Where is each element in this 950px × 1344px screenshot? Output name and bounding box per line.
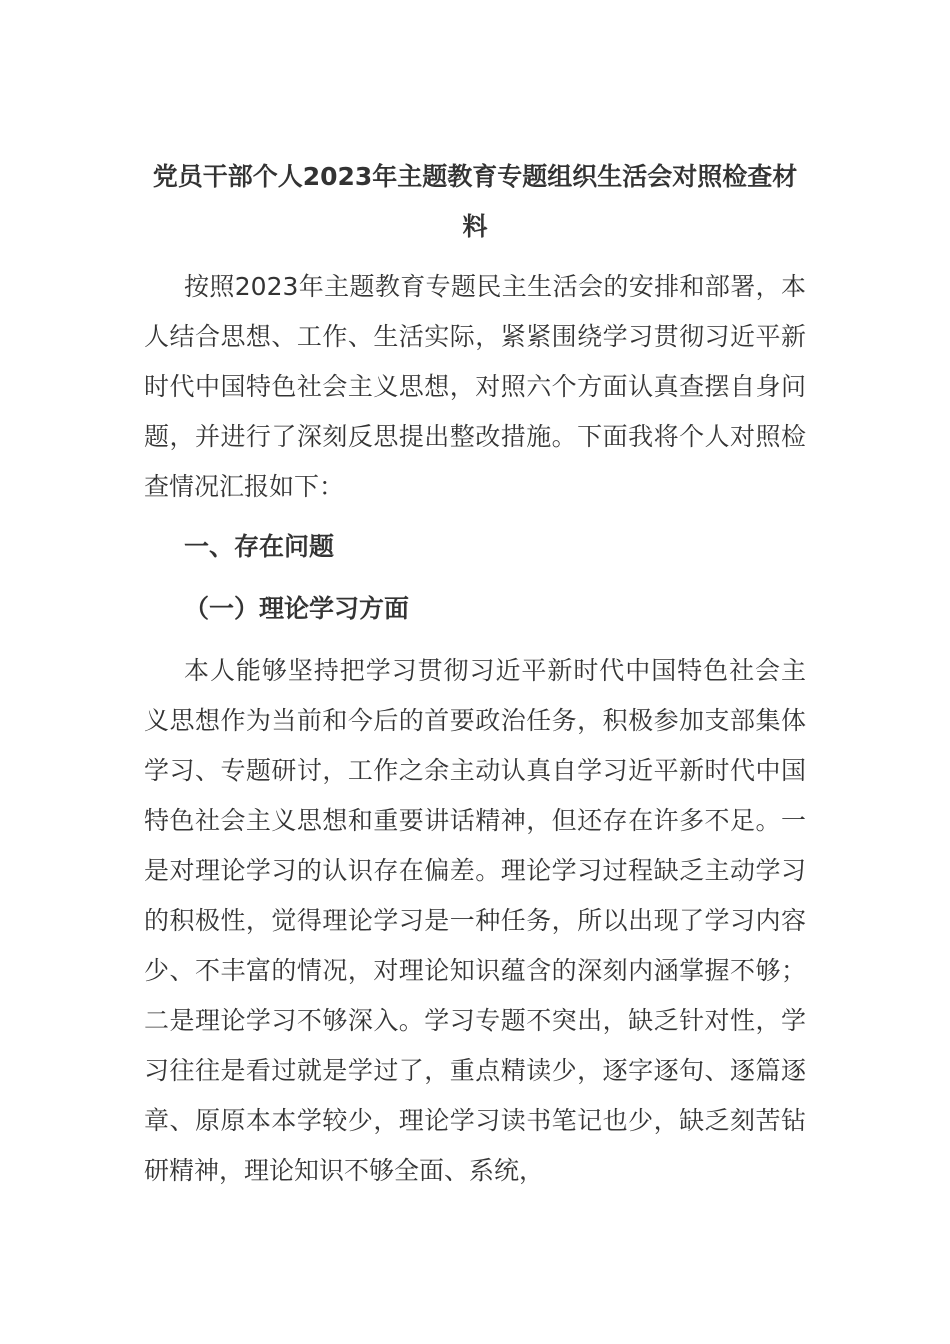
intro-paragraph: 按照2023年主题教育专题民主生活会的安排和部署，本人结合思想、工作、生活实际，紧紧围绕学习贯彻习近平新时代中国特色社会主义思想，对照六个方面认真查摆自身问题，并进行了深刻反思提出整改措施。下面我将个人对照检查情况汇报如下：: [144, 272, 806, 501]
theory-study-paragraph: 本人能够坚持把学习贯彻习近平新时代中国特色社会主义思想作为当前和今后的首要政治任务，积极参加支部集体学习、专题研讨，工作之余主动认真自学习近平新时代中国特色社会主义思想和重要讲话精神，但还存在许多不足。一是对理论学习的认识存在偏差。理论学习过程缺乏主动学习的积极性，觉得理论学习是一种任务，所以出现了学习内容少、不丰富的情况，对理论知识蕴含的深刻内涵掌握不够；二是理论学习不够深入。学习专题不突出，缺乏针对性，学习往往是看过就是学过了，重点精读少，逐字逐句、逐篇逐章、原原本本学较少，理论学习读书笔记也少，缺乏刻苦钻研精神，理论知识不够全面、系统，: [144, 656, 806, 1185]
section-heading-problems: 一、存在问题: [184, 532, 335, 561]
subsection-heading-theory-study: （一）理论学习方面: [184, 594, 410, 623]
document-title: 党员干部个人2023年主题教育专题组织生活会对照检查材料: [152, 162, 798, 241]
